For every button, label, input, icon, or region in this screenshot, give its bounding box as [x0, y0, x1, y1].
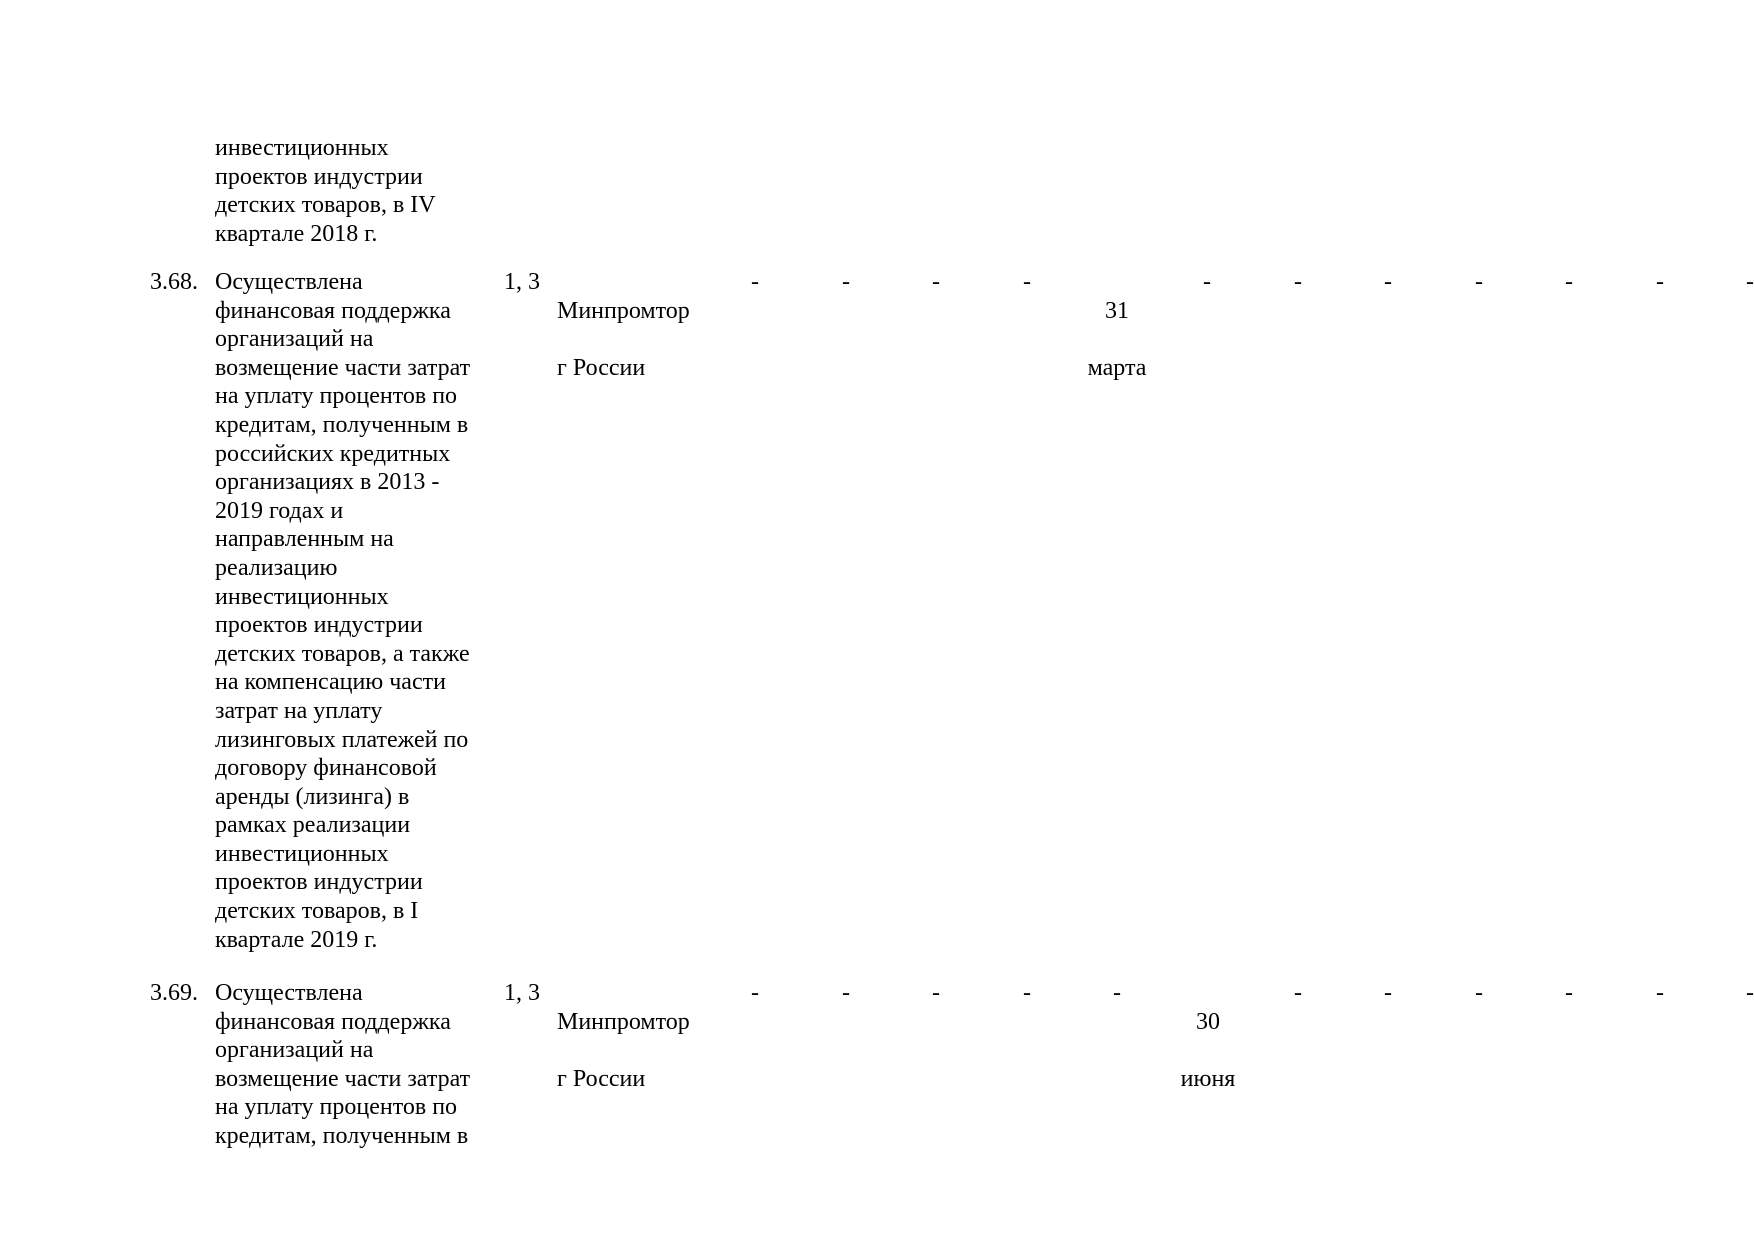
- description-line: детских товаров, а также: [215, 640, 470, 667]
- description-line: организаций на: [215, 326, 374, 353]
- cell-value: -: [1656, 269, 1664, 295]
- description-line: организаций на: [215, 1037, 374, 1064]
- period-cell-6: [1163, 979, 1253, 1122]
- period-cell-10: [1524, 268, 1614, 297]
- description-line: квартале 2019 г.: [215, 926, 378, 953]
- period-cell-5: [1072, 268, 1162, 411]
- cell-value: -: [1656, 980, 1664, 1006]
- description-line: квартале 2018 г.: [215, 220, 378, 247]
- period-cell-6: [1162, 268, 1252, 297]
- cell-value: -: [1023, 980, 1031, 1006]
- cell-value: -: [842, 269, 850, 295]
- description-line: возмещение части затрат: [215, 1065, 471, 1092]
- description-line: лизинговых платежей по: [215, 726, 469, 753]
- row-responsible: [557, 979, 707, 1122]
- cell-value-day: 30: [1196, 1008, 1220, 1035]
- description-line: детских товаров, в I: [215, 898, 419, 925]
- cell-value: -: [1746, 269, 1754, 295]
- cell-value: -: [1565, 269, 1573, 295]
- description-line: договору финансовой: [215, 755, 437, 782]
- period-cell-2: [801, 268, 891, 297]
- period-cell-5: [1072, 979, 1162, 1008]
- period-cell-12: [1705, 979, 1754, 1008]
- description-line: Осуществлена: [215, 269, 363, 295]
- period-cell-9: [1434, 268, 1524, 297]
- cell-value: -: [932, 980, 940, 1006]
- cell-value: -: [1384, 980, 1392, 1006]
- description-line: проектов индустрии: [215, 163, 423, 190]
- period-cell-1: [710, 979, 800, 1008]
- description-line: проектов индустрии: [215, 869, 423, 896]
- description-line: инвестиционных: [215, 840, 389, 867]
- responsible-line: Минпромтор: [557, 1008, 690, 1035]
- cell-value: -: [1294, 980, 1302, 1006]
- description-line: финансовая поддержка: [215, 1008, 451, 1035]
- period-cell-12: [1705, 268, 1754, 297]
- period-cell-3: [891, 268, 981, 297]
- period-cell-9: [1434, 979, 1524, 1008]
- cell-value: -: [1746, 980, 1754, 1006]
- cell-value: -: [1113, 980, 1121, 1006]
- row-reference: 1, 3: [504, 269, 540, 295]
- cell-value: -: [1384, 269, 1392, 295]
- cell-value-month: июня: [1180, 1065, 1236, 1092]
- description-line: направленным на: [215, 526, 394, 553]
- responsible-line: Минпромтор: [557, 297, 690, 324]
- cell-value: -: [1475, 269, 1483, 295]
- row-number: 3.69.: [150, 980, 198, 1006]
- description-line: кредитам, полученным в: [215, 411, 469, 438]
- description-line: детских товаров, в IV: [215, 192, 436, 219]
- description-line: российских кредитных: [215, 440, 451, 467]
- period-cell-11: [1615, 979, 1705, 1008]
- description-line: Осуществлена: [215, 980, 363, 1006]
- cell-value: -: [842, 980, 850, 1006]
- cell-value: -: [1023, 269, 1031, 295]
- cell-value: -: [1203, 269, 1211, 295]
- description-line: проектов индустрии: [215, 612, 423, 639]
- description-line: реализацию: [215, 554, 338, 581]
- description-line: на компенсацию части: [215, 669, 446, 696]
- period-cell-7: [1253, 268, 1343, 297]
- description-line: инвестиционных: [215, 135, 389, 161]
- description-line: рамках реализации: [215, 812, 411, 839]
- period-cell-11: [1615, 268, 1705, 297]
- period-cell-10: [1524, 979, 1614, 1008]
- cell-value: -: [751, 269, 759, 295]
- cell-value: -: [1475, 980, 1483, 1006]
- period-cell-8: [1343, 979, 1433, 1008]
- row-number: 3.68.: [150, 269, 198, 295]
- period-cell-4: [982, 268, 1072, 297]
- row-description: [215, 134, 495, 248]
- period-cell-7: [1253, 979, 1343, 1008]
- description-line: финансовая поддержка: [215, 297, 451, 324]
- description-line: 2019 годах и: [215, 497, 344, 524]
- description-line: возмещение части затрат: [215, 354, 471, 381]
- description-line: инвестиционных: [215, 583, 389, 610]
- responsible-line: г России: [557, 354, 646, 381]
- description-line: затрат на уплату: [215, 697, 383, 724]
- row-reference: 1, 3: [504, 980, 540, 1006]
- cell-value: -: [1294, 269, 1302, 295]
- period-cell-4: [982, 979, 1072, 1008]
- cell-value: -: [1565, 980, 1573, 1006]
- cell-value: -: [751, 980, 759, 1006]
- row-description: [215, 268, 495, 954]
- cell-value-month: марта: [1087, 354, 1147, 381]
- period-cell-1: [710, 268, 800, 297]
- period-cell-3: [891, 979, 981, 1008]
- description-line: на уплату процентов по: [215, 383, 458, 410]
- responsible-line: г России: [557, 1065, 646, 1092]
- description-line: организациях в 2013 -: [215, 469, 440, 496]
- description-line: кредитам, полученным в: [215, 1122, 469, 1149]
- period-cell-2: [801, 979, 891, 1008]
- description-line: на уплату процентов по: [215, 1094, 458, 1121]
- cell-value: -: [932, 269, 940, 295]
- row-description: [215, 979, 495, 1151]
- period-cell-8: [1343, 268, 1433, 297]
- description-line: аренды (лизинга) в: [215, 783, 410, 810]
- cell-value-day: 31: [1105, 297, 1129, 324]
- row-responsible: [557, 268, 707, 411]
